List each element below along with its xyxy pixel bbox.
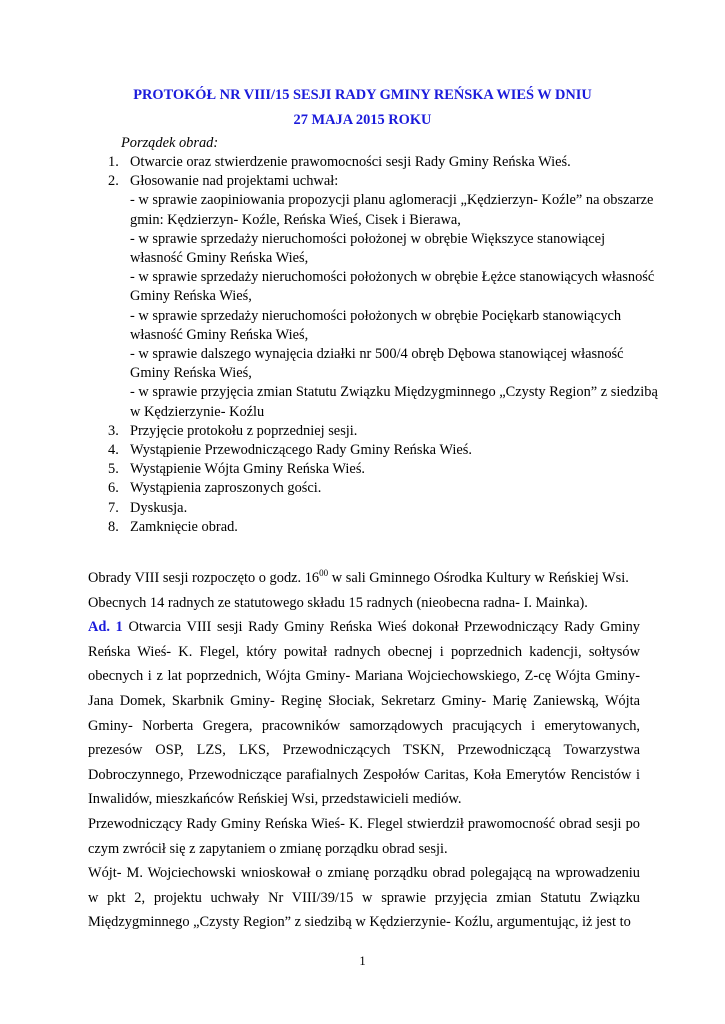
agenda-subitem: - w sprawie przyjęcia zmian Statutu Związku Międzygminnego „Czysty Region” z siedzibą w Kędzierzynie- Koźlu (130, 384, 658, 420)
validity-paragraph: Przewodniczący Rady Gminy Reńska Wieś- K. Flegel stwierdził prawomocność obrad sesji po czym zwrócił się z zapytaniem o zmianę porządku obrad sesji. (88, 815, 640, 857)
document-title-line1: PROTOKÓŁ NR VIII/15 SESJI RADY GMINY REŃSKA WIEŚ W DNIU (133, 87, 592, 103)
agenda-item (98, 172, 658, 422)
agenda-subitem: - w sprawie sprzedaży nieruchomości położonych w obrębie Pociękarb stanowiących własność Gminy Reńska Wieś, (130, 307, 622, 343)
agenda-item-number: 1. (108, 154, 119, 170)
opening-time-superscript: 00 (319, 568, 329, 579)
agenda-item-text: Zamknięcie obrad. (130, 518, 238, 535)
ad1-text: Otwarcia VIII sesji Rady Gminy Reńska Wieś dokonał Przewodniczący Rady Gminy Reńska Wieś- K. Flegel, który powitał radnych obecnej i poprzednich kadencji, sołtysów obecnych i z lat poprzednich, Wójta Gminy- Mariana Wojciechowskiego, Z-cę Wójta Gminy- Jana Domek, Skarbnik Gminy- Reginę Słociak, Sekretarz Gminy- Marię Zaniewską, Wójta Gminy- Norberta Gregera, pracowników samorządowych pracujących i emerytowanych, prezesów OSP, LZS, LKS, Przewodniczących TSKN, Przewodniczącą Towarzystwa Dobroczynnego, Przewodniczące parafialnych Zespołów Caritas, Koła Emerytów Rencistów i Inwalidów, mieszkańców Reńskiej Wsi, przedstawicieli mediów. (88, 619, 640, 808)
page-number: 1 (359, 954, 366, 968)
agenda-item-number: 6. (108, 480, 119, 497)
agenda-item-number: 4. (108, 442, 119, 459)
agenda-subitem: - w sprawie sprzedaży nieruchomości położonych w obrębie Łężce stanowiących własność Gminy Reńska Wieś, (130, 269, 655, 305)
agenda-item-number: 8. (108, 518, 119, 535)
agenda-item-text: Wystąpienie Przewodniczącego Rady Gminy Reńska Wieś. (130, 442, 472, 459)
agenda-item-text: Otwarcie oraz stwierdzenie prawomocności sesji Rady Gminy Reńska Wieś. (130, 154, 571, 170)
agenda-label: Porządek obrad: (121, 135, 219, 151)
agenda-item-number: 7. (108, 499, 119, 516)
agenda-item-number: 5. (108, 461, 119, 478)
agenda-item (98, 422, 658, 441)
agenda-item-text: Wystąpienia zaproszonych gości. (130, 480, 322, 497)
agenda-item (98, 499, 658, 518)
agenda-item-text: Wystąpienie Wójta Gminy Reńska Wieś. (130, 461, 366, 478)
agenda-item-text: Przyjęcie protokołu z poprzedniej sesji. (130, 422, 358, 439)
agenda-item (98, 518, 658, 537)
agenda-list (98, 153, 658, 537)
opening-text: Obrady VIII sesji rozpoczęto o godz. 16 (88, 570, 320, 586)
protocol-body (88, 566, 640, 935)
agenda-item (98, 153, 658, 172)
agenda-item (98, 441, 658, 460)
ad1-label: Ad. 1 (88, 619, 123, 636)
opening-paragraph (88, 566, 640, 591)
attendance-paragraph: Obecnych 14 radnych ze statutowego składu 15 radnych (nieobecna radna- I. Mainka). (88, 594, 588, 611)
document-title-line2: 27 MAJA 2015 ROKU (293, 112, 432, 128)
agenda-item (98, 479, 658, 498)
agenda-item-text: Dyskusja. (130, 499, 188, 516)
ad1-paragraph (88, 615, 640, 812)
agenda-subitem: - w sprawie zaopiniowania propozycji planu aglomeracji „Kędzierzyn- Koźle” na obszarze gmin: Kędzierzyn- Koźle, Reńska Wieś, Cisek i Bierawa, (130, 192, 654, 228)
agenda-item-number: 3. (108, 422, 119, 439)
agenda-subitem: - w sprawie sprzedaży nieruchomości położonej w obrębie Większyce stanowiącej własność Gminy Reńska Wieś, (130, 230, 606, 267)
opening-location: w sali Gminnego Ośrodka Kultury w Reńskiej Wsi. (328, 570, 629, 586)
agenda-item (98, 460, 658, 479)
agenda-item-text: Głosowanie nad projektami uchwał: (130, 173, 339, 190)
mayor-motion-paragraph: Wójt- M. Wojciechowski wnioskował o zmianę porządku obrad polegającą na wprowadzeniu w pkt 2, projektu uchwały Nr VIII/39/15 w sprawie przyjęcia zmian Statutu Związku Międzygminnego „Czysty Region” z siedzibą w Kędzierzynie- Koźlu, argumentując, iż jest to (88, 865, 640, 931)
agenda-subitem: - w sprawie dalszego wynajęcia działki nr 500/4 obręb Dębowa stanowiącej własność Gminy Reńska Wieś, (130, 346, 624, 382)
agenda-item-number: 2. (108, 173, 119, 190)
